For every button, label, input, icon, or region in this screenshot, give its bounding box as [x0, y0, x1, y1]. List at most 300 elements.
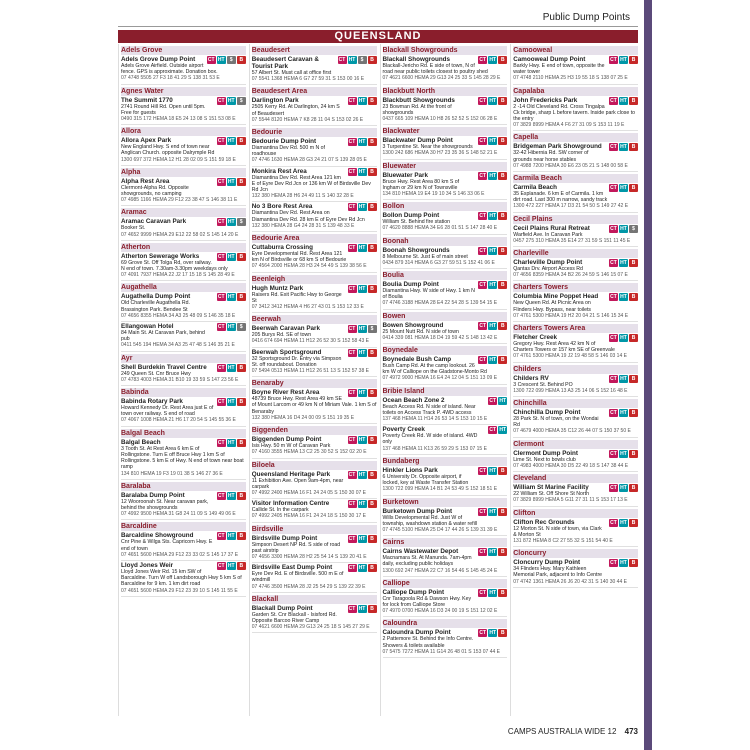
facility-badges [347, 500, 377, 508]
entry-description: 11 Exhibition Ave. Open 9am-4pm, near carpark [251, 477, 344, 490]
entry-name: Birdsville East Dump Point [251, 564, 333, 572]
entry-name: Balgal Beach [121, 438, 161, 446]
holding-tank-icon: HT [489, 467, 497, 474]
big-rig-icon: B [368, 389, 377, 397]
page-number: 473 [624, 727, 638, 736]
chemical-toilet-icon: CT [479, 213, 487, 220]
entry-name: Columbia Mine Poppet Head [513, 293, 599, 301]
entry-name: Blackbutt Showgrounds [382, 96, 455, 104]
chemical-toilet-icon: CT [610, 144, 617, 151]
town-heading: Boulia [383, 271, 508, 280]
holding-tank-icon: HT [358, 204, 366, 211]
dump-point-entry [252, 388, 377, 424]
entry-name: Queensland Heritage Park [251, 470, 331, 478]
dump-point-entry [383, 321, 508, 344]
facility-badges [347, 389, 377, 397]
entry-contact-coords: 07 5475 7272 HEMA 11 G14 26 48 01 S 153 07 44 E [382, 648, 500, 655]
dump-point-entry [513, 96, 638, 132]
facility-badges [216, 293, 246, 301]
chemical-toilet-icon: CT [489, 397, 497, 404]
chemical-toilet-icon: CT [348, 326, 356, 333]
fee-icon: $ [368, 325, 377, 333]
holding-tank-icon: HT [227, 364, 235, 371]
entry-contact-coords: 0411 545 194 HEMA 34 A3 25 47 48 S 146 35 21 E [121, 342, 235, 349]
holding-tank-icon: HT [489, 508, 497, 515]
entry-name: Birdsville Dump Point [251, 534, 318, 542]
entry-contact-coords: 137 468 HEMA 11 K13 26 59 29 S 153 07 15 E [382, 445, 487, 452]
entry-name: Boynedale Bush Camp [382, 356, 452, 364]
town-heading: Aramac [121, 208, 246, 217]
big-rig-icon: B [498, 589, 507, 597]
entry-name: Bowen Showground [382, 321, 444, 329]
chemical-toilet-icon: CT [348, 501, 356, 508]
town-heading: Chinchilla [513, 399, 638, 408]
town-heading: Cairns [383, 538, 508, 547]
chemical-toilet-icon: CT [348, 245, 356, 252]
holding-tank-icon: HT [358, 390, 366, 397]
big-rig-icon: B [368, 56, 377, 64]
town-heading: Bedourie [252, 128, 377, 137]
town-heading: Beerwah [252, 315, 377, 324]
column [249, 44, 377, 716]
chemical-toilet-icon: CT [207, 57, 215, 63]
entry-description: 12 Morton St. N side of town, via Clark & Morton St [513, 525, 602, 538]
big-rig-icon: B [237, 56, 246, 64]
entry-name: Fletcher Creek [513, 334, 557, 342]
chemical-toilet-icon: CT [217, 178, 225, 185]
entry-contact-coords: 07 4564 2000 HEMA 28 H3 24 54 49 S 139 38 56 E [251, 263, 367, 270]
column [510, 44, 638, 716]
town-heading: Charleville [513, 249, 638, 258]
holding-tank-icon: HT [358, 98, 366, 105]
big-rig-icon: B [629, 184, 638, 192]
facility-badges [347, 203, 377, 211]
town-heading: Charters Towers [513, 283, 638, 292]
big-rig-icon: B [498, 548, 507, 556]
holding-tank-icon: HT [358, 535, 366, 542]
entry-contact-coords: 07 4621 6600 HEMA 29 G13 24 25 33 S 145 28 29 E [382, 75, 501, 82]
entry-description: Old Charleville Augathella Rd. Brassington Park. Bendee St [121, 300, 190, 313]
dump-point-entry [383, 628, 508, 658]
entry-name: Visitor Information Centre [251, 500, 330, 508]
facility-badges [216, 439, 246, 447]
dump-point-entry [121, 397, 246, 427]
big-rig-icon: B [498, 467, 507, 475]
dump-point-entry [252, 96, 377, 126]
chemical-toilet-icon: CT [479, 630, 487, 637]
entry-contact-coords: 07 3829 8999 HEMA 4 F6 27 31 09 S 153 11 19 E [513, 122, 625, 129]
side-tab [644, 0, 750, 750]
holding-tank-icon: HT [620, 225, 627, 232]
entry-name: Monkira Rest Area [251, 167, 307, 175]
town-heading: Carmila Beach [513, 174, 638, 183]
column [380, 44, 508, 716]
entry-contact-coords: 1300 242 686 HEMA 30 H7 23 35 36 S 148 52 21 E [382, 150, 498, 157]
entry-contact-coords: 07 4746 3500 HEMA 28 J2 25 54 29 S 139 22 39 E [251, 583, 366, 590]
chemical-toilet-icon: CT [217, 219, 225, 226]
holding-tank-icon: HT [358, 326, 366, 333]
facility-badges [608, 184, 638, 192]
entry-description: 2 Pattemore St. Behind the Info Centre. Showers & toilets available [382, 636, 474, 649]
entry-description: Cnr Pine & Wilga Sts. Capricorn Hwy. E end of town [121, 539, 213, 552]
town-heading: Biloela [252, 461, 377, 470]
town-heading: Charters Towers Area [513, 324, 638, 333]
big-rig-icon: B [498, 212, 507, 220]
entry-description: Garden St. Cnr Blackall - Isisford Rd. Opposite Barcoo River Camp [251, 611, 337, 624]
holding-tank-icon: HT [489, 138, 497, 145]
facility-badges [608, 97, 638, 105]
holding-tank-icon: HT [358, 245, 366, 252]
entry-name: Ellangowan Hotel [121, 323, 174, 331]
entry-name: Bluewater Park [382, 171, 428, 179]
facility-badges [216, 218, 246, 226]
entry-contact-coords: 0490 315 172 HEMA 18 E5 24 13 08 S 151 53 08 E [121, 116, 236, 123]
facility-badges [477, 356, 507, 364]
entry-name: Clermont Dump Point [513, 449, 578, 457]
entry-contact-coords: 07 5541 1368 HEMA 6 G7 27 59 31 S 153 00 16 E [251, 76, 365, 83]
facility-badges [608, 225, 638, 233]
entry-name: Allora Apex Park [121, 137, 172, 145]
entry-contact-coords: 0437 665 109 HEMA 10 H8 26 52 52 S 152 06 28 E [382, 116, 498, 123]
chemical-toilet-icon: CT [610, 560, 617, 567]
town-heading: Blackall Showgrounds [383, 46, 508, 55]
dump-point-entry [383, 355, 508, 385]
entry-description: 2 -14 Old Cleveland Rd. Cross Tingalpa Ck bridge, sharp L before tavern. Inside park close to the entry [513, 103, 636, 123]
holding-tank-icon: HT [620, 410, 627, 417]
dump-point-entry [252, 55, 377, 85]
entry-contact-coords: 0434 879 314 HEMA 6 G3 27 59 51 S 152 41 06 E [382, 259, 495, 266]
big-rig-icon: B [368, 168, 377, 176]
town-heading: Adels Grove [121, 46, 246, 55]
chemical-toilet-icon: CT [610, 375, 617, 382]
town-heading: Burketown [383, 498, 508, 507]
big-rig-icon: B [629, 484, 638, 492]
chemical-toilet-icon: CT [610, 225, 617, 232]
facility-badges [608, 519, 638, 527]
chemical-toilet-icon: CT [610, 57, 617, 63]
entry-description: Simpson Desert NP Rd. S side of road past airstrip [251, 541, 341, 554]
running-header: Public Dump Points [542, 12, 630, 23]
dump-point-entry [383, 425, 508, 455]
entry-name: Caloundra Dump Point [382, 629, 451, 637]
entry-name: Beaudesert Caravan & Tourist Park [251, 56, 319, 70]
town-heading: Capella [513, 133, 638, 142]
holding-tank-icon: HT [227, 533, 235, 540]
dump-point-entry [252, 243, 377, 273]
entry-contact-coords: 07 4652 9999 HEMA 29 E12 22 58 02 S 145 14 20 E [121, 231, 239, 238]
holding-tank-icon: HT [227, 219, 235, 226]
dump-point-entry [252, 284, 377, 314]
facility-badges [477, 548, 507, 556]
town-heading: Agnes Water [121, 87, 246, 96]
holding-tank-icon: HT [358, 437, 366, 444]
entry-contact-coords: 07 5544 8120 HEMA 7 K8 28 11 04 S 153 02 26 E [251, 116, 364, 123]
holding-tank-icon: HT [227, 97, 235, 104]
entry-description: New England Hwy. S end of town near Anglican Church. opposite Dalrymple Rd [121, 144, 215, 157]
chemical-toilet-icon: CT [348, 437, 356, 444]
big-rig-icon: B [237, 364, 246, 372]
big-rig-icon: B [498, 356, 507, 364]
big-rig-icon: B [368, 203, 377, 211]
chemical-toilet-icon: CT [610, 335, 617, 342]
dump-point-entry [121, 96, 246, 126]
entry-name: Blackall Showgrounds [382, 56, 451, 63]
entry-description: Wills Developmental Rd. Just W of township, washdown station & water refill [382, 514, 478, 527]
entry-name: Bollon Dump Point [382, 212, 440, 220]
entry-name: Charleville Dump Point [513, 259, 583, 267]
facility-badges [608, 56, 638, 64]
entry-name: Poverty Creek [382, 426, 425, 434]
chemical-toilet-icon: CT [217, 562, 225, 569]
dump-point-entry [121, 217, 246, 240]
entry-description: Poverty Creek Rd. W side of island. 4WD only [382, 433, 478, 446]
entry-description: 22 William St. Off Shore St North [513, 491, 589, 498]
facility-badges [216, 398, 246, 406]
entry-contact-coords: 07 4091 7937 HEMA 22 J2 17 15 18 S 145 28 49 E [121, 272, 235, 279]
facility-badges [608, 450, 638, 458]
chemical-toilet-icon: CT [610, 97, 617, 104]
facility-badges [347, 168, 377, 176]
entry-description: Barkly Hwy. E end of town, opposite the water tower [513, 63, 605, 76]
town-heading: Ayr [121, 354, 246, 363]
entry-contact-coords: 07 4748 2110 HEMA 25 H3 19 55 18 S 138 07 25 E [513, 75, 628, 82]
dump-point-entry [121, 177, 246, 207]
town-heading: Birdsville [252, 525, 377, 534]
chemical-toilet-icon: CT [348, 204, 356, 211]
chemical-toilet-icon: CT [217, 138, 225, 145]
chemical-toilet-icon: CT [348, 98, 356, 105]
town-heading: Beaudesert Area [252, 87, 377, 96]
big-rig-icon: B [368, 535, 377, 543]
entry-description: Diamantina Dev Rd. 500 m N of roadhouse [251, 145, 325, 158]
entry-contact-coords: 1300 722 099 HEMA 14 B1 24 53 49 S 152 18 51 E [382, 486, 498, 493]
entry-name: Atherton Sewerage Works [121, 252, 200, 260]
entry-contact-coords: 134 810 HEMA 19 F3 19 01 38 S 146 27 36 E [121, 470, 223, 477]
entry-contact-coords: 134 810 HEMA 19 E4 19 10 34 S 146 33 06 E [382, 191, 485, 198]
big-rig-icon: B [498, 247, 507, 255]
entry-name: Cuttaburra Crossing [251, 244, 313, 252]
big-rig-icon: B [237, 562, 246, 570]
town-heading: Bundaberg [383, 457, 508, 466]
entry-description: Beach Access Rd. N side of island. Near toilets on Access Track P. 4WD access [382, 403, 476, 416]
dump-point-entry [513, 518, 638, 548]
dump-point-entry [121, 561, 246, 597]
entry-description: 6 University Dr. Opposite airport, if locked, key at Waste Transfer Station [382, 473, 469, 487]
holding-tank-icon: HT [620, 97, 627, 104]
dump-point-entry [121, 136, 246, 166]
town-heading: Cloncurry [513, 549, 638, 558]
entry-name: Boulia Dump Point [382, 281, 439, 289]
entry-description: Cnr Taragoola Rd & Dawson Hwy. Key for lock from Calliope Store [382, 595, 472, 608]
facility-badges [206, 56, 246, 64]
entry-description: 3 Turpentine St. Near the showgrounds [382, 144, 473, 151]
dump-point-entry [513, 292, 638, 322]
town-heading: Calliope [383, 579, 508, 588]
chemical-toilet-icon: CT [610, 450, 617, 457]
holding-tank-icon: HT [227, 439, 235, 446]
entry-name: Hinkler Lions Park [382, 466, 438, 474]
chemical-toilet-icon: CT [348, 168, 356, 175]
holding-tank-icon: HT [620, 294, 627, 301]
facility-badges [347, 471, 377, 479]
town-heading: Clermont [513, 440, 638, 449]
dump-point-entry [383, 507, 508, 537]
state-banner: QUEENSLAND [118, 30, 638, 43]
entry-name: Baralaba Dump Point [121, 491, 185, 499]
town-heading: Balgal Beach [121, 429, 246, 438]
entry-description: Howard Kennedy Dr. Rest Area just E of town over railway. S end of road [121, 405, 214, 418]
facility-badges [216, 97, 246, 105]
dump-point-entry [513, 408, 638, 438]
dump-point-entry [383, 136, 508, 159]
holding-tank-icon: HT [499, 427, 507, 434]
dump-point-entry [121, 292, 246, 322]
town-heading: Cleveland [513, 474, 638, 483]
entry-description: 69 Grove St. Off Tolga Rd, over railway. N end of town. 7.30am-3.30pm weekdays only [121, 259, 228, 273]
fee-icon: $ [227, 56, 236, 64]
big-rig-icon: B [368, 500, 377, 508]
dump-point-entry [252, 324, 377, 347]
facility-badges [347, 97, 377, 105]
entry-description: Diamantina Dev Rd. Rest Area on Diamantina Dev Rd. 28 km E of Eyre Dev Rd Jcn [251, 210, 365, 223]
chemical-toilet-icon: CT [479, 282, 487, 289]
dump-point-entry [121, 363, 246, 386]
holding-tank-icon: HT [489, 549, 497, 556]
holding-tank-icon: HT [499, 397, 507, 404]
holding-tank-icon: HT [358, 285, 366, 292]
chemical-toilet-icon: CT [348, 285, 356, 292]
town-heading: Childers [513, 365, 638, 374]
big-rig-icon: B [368, 285, 377, 293]
dump-point-entry [252, 604, 377, 634]
dump-point-entry [383, 396, 508, 426]
big-rig-icon: B [629, 56, 638, 64]
town-heading: Cecil Plains [513, 215, 638, 224]
entry-description: Gregory Hwy. Rest Area 42 km N of Charters Towers or 157 km SE of Greenvale [513, 341, 615, 354]
dump-point-entry [383, 171, 508, 201]
chemical-toilet-icon: CT [479, 508, 487, 515]
column [118, 44, 246, 716]
chemical-toilet-icon: CT [479, 247, 487, 254]
dump-point-entry [383, 211, 508, 234]
chemical-toilet-icon: CT [479, 57, 487, 63]
entry-description: 23 Bowman Rd. At the front of showgrounds [382, 103, 452, 116]
town-heading: Bluewater [383, 162, 508, 171]
town-heading: Babinda [121, 388, 246, 397]
town-heading: Baralaba [121, 482, 246, 491]
chemical-toilet-icon: CT [479, 467, 487, 474]
dump-point-entry [383, 55, 508, 85]
holding-tank-icon: HT [489, 57, 497, 63]
facility-badges [477, 97, 507, 105]
entry-name: Beerwah Sportsground [251, 348, 322, 356]
big-rig-icon: B [237, 293, 246, 301]
chemical-toilet-icon: CT [610, 485, 617, 492]
holding-tank-icon: HT [227, 492, 235, 499]
entry-description: Lime St. Next to bowls club [513, 456, 576, 463]
town-heading: Barcaldine [121, 522, 246, 531]
town-heading: Alpha [121, 168, 246, 177]
facility-badges [347, 535, 377, 543]
chemical-toilet-icon: CT [217, 253, 225, 260]
entry-description: Adels Grove Airfield. Outside airport fence. GPS is approximate. Donation box. [121, 63, 218, 76]
listing-columns [118, 44, 638, 716]
town-heading: Blackbutt North [383, 87, 508, 96]
entry-description: 57 Albert St. Must call at office first [251, 70, 332, 76]
holding-tank-icon: HT [489, 357, 497, 364]
dump-point-entry [252, 137, 377, 167]
dump-point-entry [252, 499, 377, 522]
holding-tank-icon: HT [358, 605, 366, 612]
entry-contact-coords: 07 4656 3300 HEMA 28 H2 25 54 14 S 139 20 41 E [251, 553, 367, 560]
entry-name: Boyne River Rest Area [251, 389, 320, 397]
entry-contact-coords: 07 4761 5300 HEMA 19 J2 19 48 58 S 146 03 14 E [513, 353, 627, 360]
dump-point-entry [513, 449, 638, 472]
dump-point-entry [252, 202, 377, 232]
chemical-toilet-icon: CT [479, 97, 487, 104]
big-rig-icon: B [629, 259, 638, 267]
entry-name: Beerwah Caravan Park [251, 325, 321, 333]
entry-name: Blackall Dump Point [251, 604, 313, 612]
town-heading: Clifton [513, 509, 638, 518]
entry-name: Bridgeman Park Showground [513, 143, 602, 151]
entry-name: Ocean Beach Zone 2 [382, 396, 445, 404]
entry-contact-coords: 07 5494 0513 HEMA 11 H12 26 51 13 S 152 57 38 E [251, 368, 369, 375]
chemical-toilet-icon: CT [348, 349, 356, 356]
facility-badges [216, 492, 246, 500]
fee-icon: $ [237, 97, 246, 105]
dump-point-entry [121, 252, 246, 282]
big-rig-icon: B [629, 409, 638, 417]
chemical-toilet-icon: CT [610, 519, 617, 526]
chemical-toilet-icon: CT [338, 57, 346, 63]
entry-contact-coords: 132 380 HEMA 16 D4 24 00 09 S 151 19 35 E [251, 414, 355, 421]
big-rig-icon: B [629, 143, 638, 151]
facility-badges [608, 375, 638, 383]
town-heading: Beenleigh [252, 275, 377, 284]
town-heading: Augathella [121, 283, 246, 292]
facility-badges [216, 532, 246, 540]
entry-contact-coords: 137 468 HEMA 11 H14 26 53 14 S 153 10 15 E [382, 416, 488, 423]
chemical-toilet-icon: CT [479, 322, 487, 329]
big-rig-icon: B [629, 293, 638, 301]
big-rig-icon: B [368, 97, 377, 105]
entry-name: No 3 Bore Rest Area [251, 203, 313, 211]
holding-tank-icon: HT [620, 144, 627, 151]
entry-contact-coords: 07 3829 8999 HEMA 5 G11 27 31 11 S 153 17 13 E [513, 497, 628, 504]
big-rig-icon: B [498, 172, 507, 180]
holding-tank-icon: HT [227, 178, 235, 185]
dump-point-entry [513, 142, 638, 172]
big-rig-icon: B [368, 564, 377, 572]
facility-badges [216, 253, 246, 261]
facility-badges [477, 589, 507, 597]
big-rig-icon: B [629, 334, 638, 342]
entry-name: Lloyd Jones Weir [121, 561, 174, 569]
entry-name: Boonah Showgrounds [382, 246, 450, 254]
entry-description: Warfield Ave. In Caravan Park [513, 231, 583, 238]
entry-description: 12 Wooroonah St. Near caravan park, behind the showgrounds [121, 498, 209, 511]
entry-contact-coords: 07 4620 8888 HEMA 34 E6 28 01 51 S 147 28 40 E [382, 225, 498, 232]
town-heading: Beaudesert [252, 46, 377, 55]
fee-icon: $ [358, 56, 367, 64]
entry-description: 2505 Kerry Rd. At Darlington, 24 km S of Beaudesert [251, 104, 340, 117]
facility-badges [608, 259, 638, 267]
entry-contact-coords: 07 4972 9000 HEMA 16 E4 24 12 04 S 151 13 09 E [382, 375, 498, 382]
entry-name: John Fredericks Park [513, 96, 578, 104]
town-heading: Boonah [383, 237, 508, 246]
entry-contact-coords: 07 4651 5600 HEMA 29 F12 23 39 10 S 145 11 55 E [121, 587, 238, 594]
